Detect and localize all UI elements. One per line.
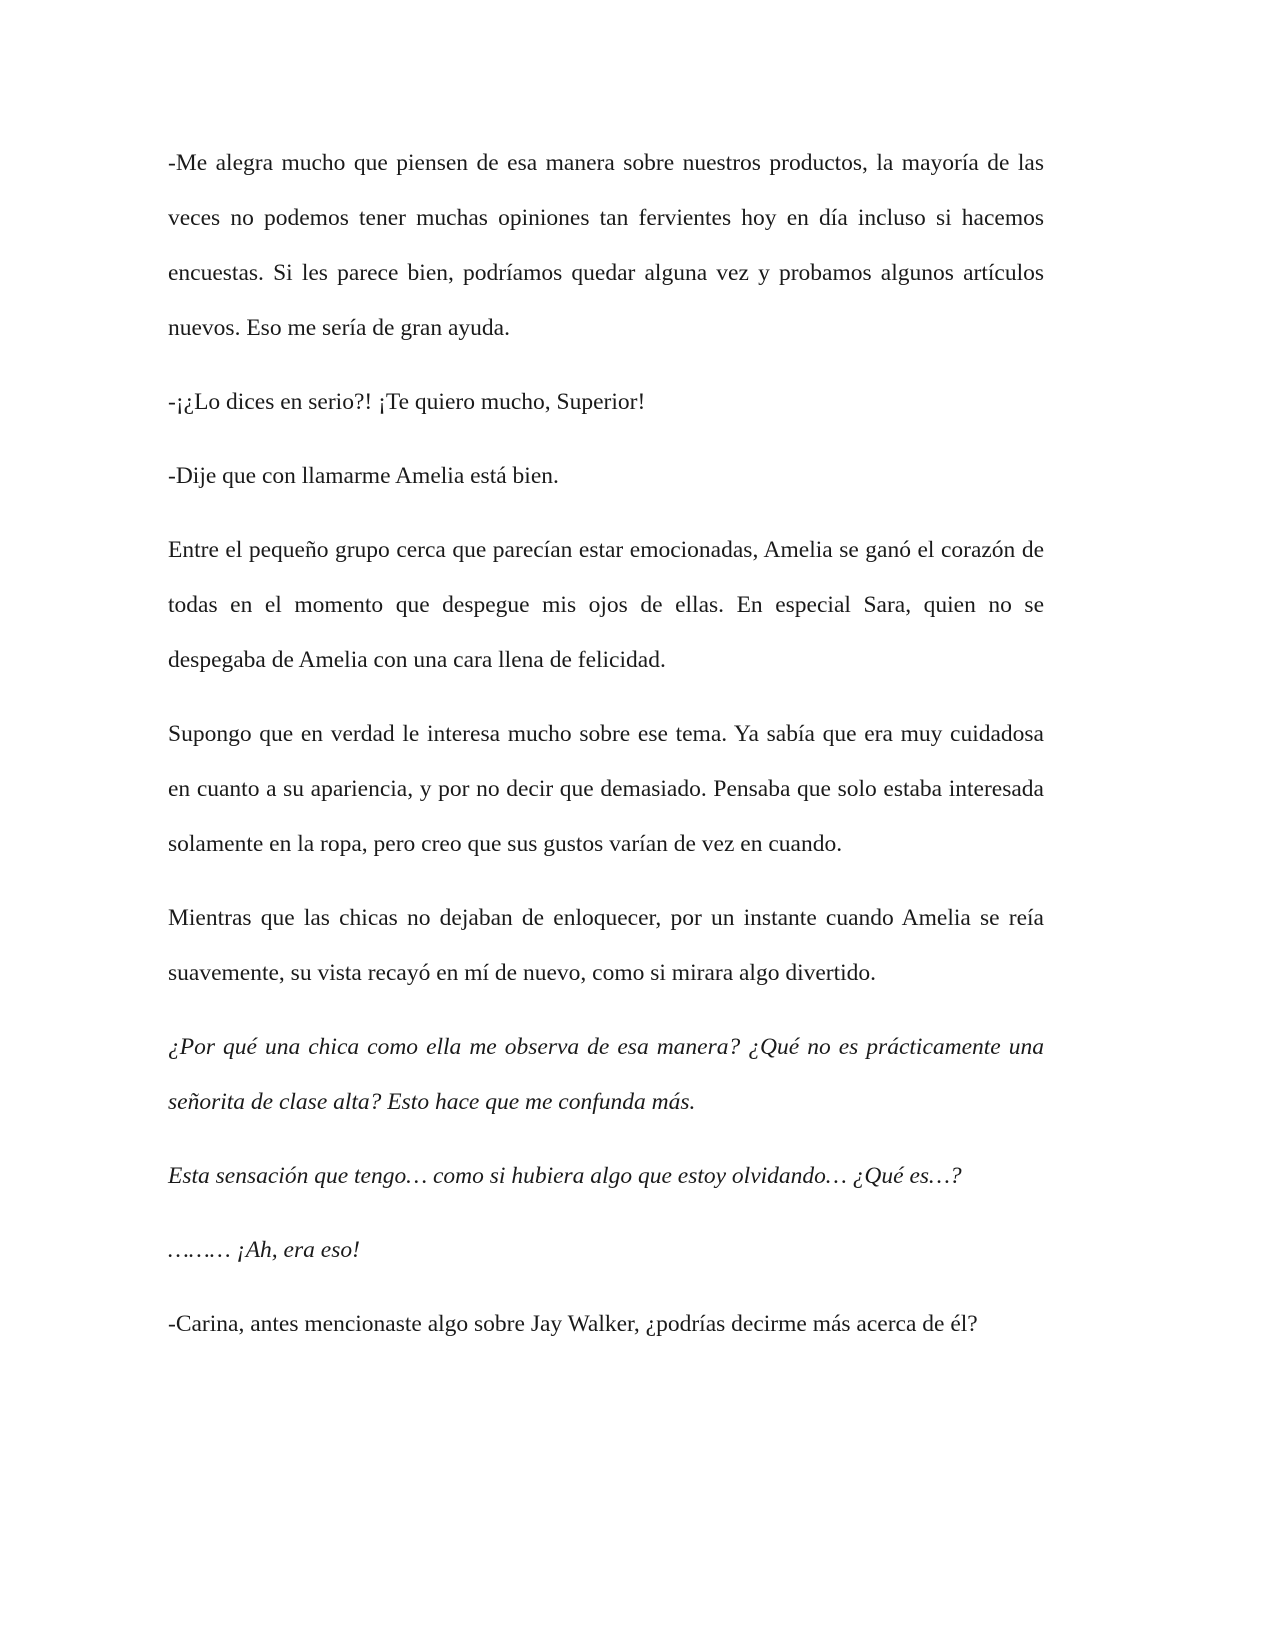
paragraph-5: Supongo que en verdad le interesa mucho sobre ese tema. Ya sabía que era muy cuidadosa en cuanto a su apariencia, y por no decir que demasiado. Pensaba que solo estaba interesada solamente en la ropa, pero creo que sus gustos varían de vez en cuando.: [168, 721, 1044, 857]
paragraph-4: Entre el pequeño grupo cerca que parecían estar emocionadas, Amelia se ganó el corazón de todas en el momento que despegue mis ojos de ellas. En especial Sara, quien no se despegaba de Amelia con una cara llena de felicidad.: [168, 537, 1044, 673]
paragraph-10: -Carina, antes mencionaste algo sobre Jay Walker, ¿podrías decirme más acerca de él?: [168, 1311, 978, 1337]
paragraph-9-thought: ……… ¡Ah, era eso!: [168, 1237, 360, 1263]
document-body: [168, 136, 1044, 1371]
paragraph-3: -Dije que con llamarme Amelia está bien.: [168, 463, 559, 489]
paragraph-7-thought: ¿Por qué una chica como ella me observa de esa manera? ¿Qué no es prácticamente una señorita de clase alta? Esto hace que me confunda más.: [168, 1034, 1044, 1115]
paragraph-2: -¡¿Lo dices en serio?! ¡Te quiero mucho, Superior!: [168, 389, 646, 415]
paragraph-8-thought: Esta sensación que tengo… como si hubiera algo que estoy olvidando… ¿Qué es…?: [168, 1163, 962, 1189]
paragraph-1: -Me alegra mucho que piensen de esa manera sobre nuestros productos, la mayoría de las veces no podemos tener muchas opiniones tan fervientes hoy en día incluso si hacemos encuestas. Si les parece bien, podríamos quedar alguna vez y probamos algunos artículos nuevos. Eso me sería de gran ayuda.: [168, 150, 1044, 341]
paragraph-6: Mientras que las chicas no dejaban de enloquecer, por un instante cuando Amelia se reía suavemente, su vista recayó en mí de nuevo, como si mirara algo divertido.: [168, 905, 1044, 986]
